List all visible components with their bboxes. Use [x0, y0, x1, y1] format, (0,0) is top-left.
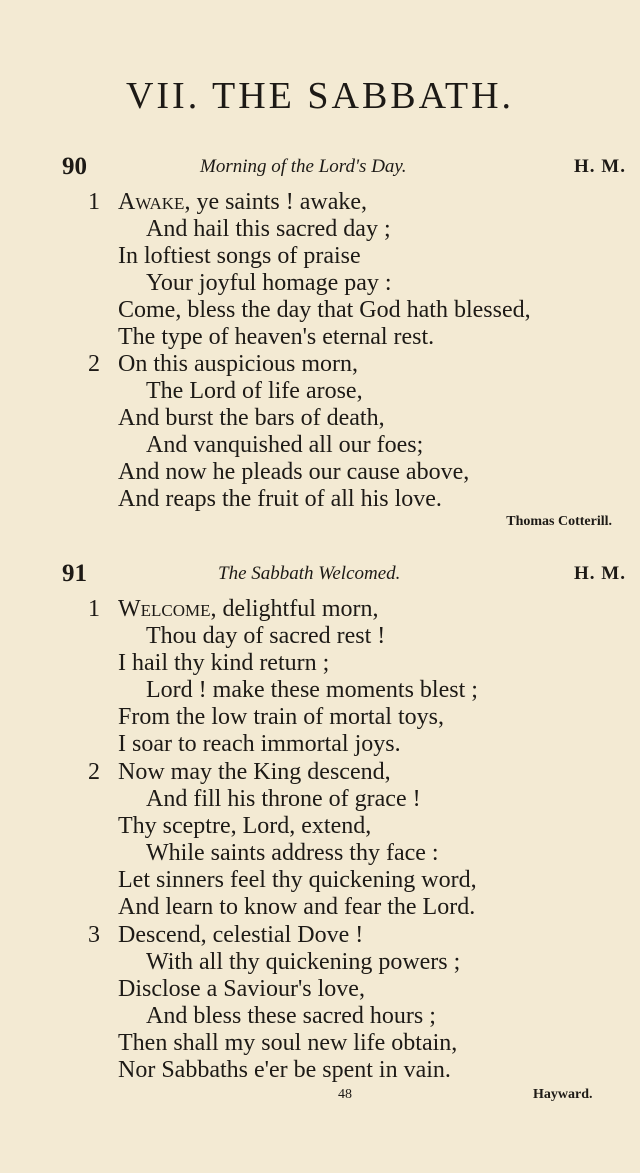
- hymn-subtitle: Morning of the Lord's Day.: [200, 156, 407, 177]
- verse-number: 2: [88, 759, 100, 785]
- verse-line: And learn to know and fear the Lord.: [118, 894, 476, 920]
- verse-line: Thou day of sacred rest !: [146, 623, 386, 649]
- verse-line: Lord ! make these moments blest ;: [146, 677, 478, 703]
- hymn-header: [0, 153, 640, 183]
- verse-line: Let sinners feel thy quickening word,: [118, 867, 477, 893]
- verse-line: [118, 595, 379, 623]
- verse-line: In loftiest songs of praise: [118, 243, 361, 269]
- verse-number: 3: [88, 922, 100, 948]
- verse-line: And vanquished all our foes;: [146, 432, 424, 458]
- footer-author: Hayward.: [533, 1087, 593, 1102]
- hymn-meter: H. M.: [574, 563, 626, 584]
- verse-line: And bless these sacred hours ;: [146, 1003, 436, 1029]
- hymn-number: 90: [62, 153, 87, 180]
- verse-number: 1: [88, 596, 100, 622]
- verse-line: Thy sceptre, Lord, extend,: [118, 813, 372, 839]
- hymn-author: Thomas Cotterill.: [506, 514, 612, 529]
- line-text: , ye saints ! awake,: [184, 189, 368, 215]
- verse-line: Then shall my soul new life obtain,: [118, 1030, 458, 1056]
- verse-line: I hail thy kind return ;: [118, 650, 330, 676]
- verse-line: Now may the King descend,: [118, 759, 391, 785]
- hymn-number: 91: [62, 560, 87, 587]
- verse-line: And fill his throne of grace !: [146, 786, 421, 812]
- verse-line: Nor Sabbaths e'er be spent in vain.: [118, 1057, 451, 1083]
- verse-number: 1: [88, 189, 100, 215]
- verse-line: I soar to reach immortal joys.: [118, 731, 401, 757]
- verse-line: The type of heaven's eternal rest.: [118, 324, 435, 350]
- verse-line: Disclose a Saviour's love,: [118, 976, 365, 1002]
- section-title: VII. THE SABBATH.: [125, 75, 515, 117]
- verse-line: Your joyful homage pay :: [146, 270, 392, 296]
- verse-number: 2: [88, 351, 100, 377]
- verse-line: While saints address thy face :: [146, 840, 439, 866]
- verse-line: From the low train of mortal toys,: [118, 704, 444, 730]
- verse-line: And now he pleads our cause above,: [118, 459, 470, 485]
- first-word: Welcome: [118, 596, 211, 622]
- verse-line: Come, bless the day that God hath blessed,: [118, 297, 531, 323]
- page-number: 48: [338, 1087, 352, 1102]
- hymn-header: [0, 560, 640, 590]
- hymn-meter: H. M.: [574, 156, 626, 177]
- verse-line: The Lord of life arose,: [146, 378, 363, 404]
- first-word: Awake: [118, 189, 185, 215]
- verse-line: [118, 188, 367, 216]
- hymn-subtitle: The Sabbath Welcomed.: [218, 563, 401, 584]
- line-text: , delightful morn,: [210, 596, 379, 622]
- verse-line: With all thy quickening powers ;: [146, 949, 461, 975]
- verse-line: On this auspicious morn,: [118, 351, 358, 377]
- verse-line: And burst the bars of death,: [118, 405, 385, 431]
- verse-line: And hail this sacred day ;: [146, 216, 391, 242]
- verse-line: And reaps the fruit of all his love.: [118, 486, 442, 512]
- verse-line: Descend, celestial Dove !: [118, 922, 364, 948]
